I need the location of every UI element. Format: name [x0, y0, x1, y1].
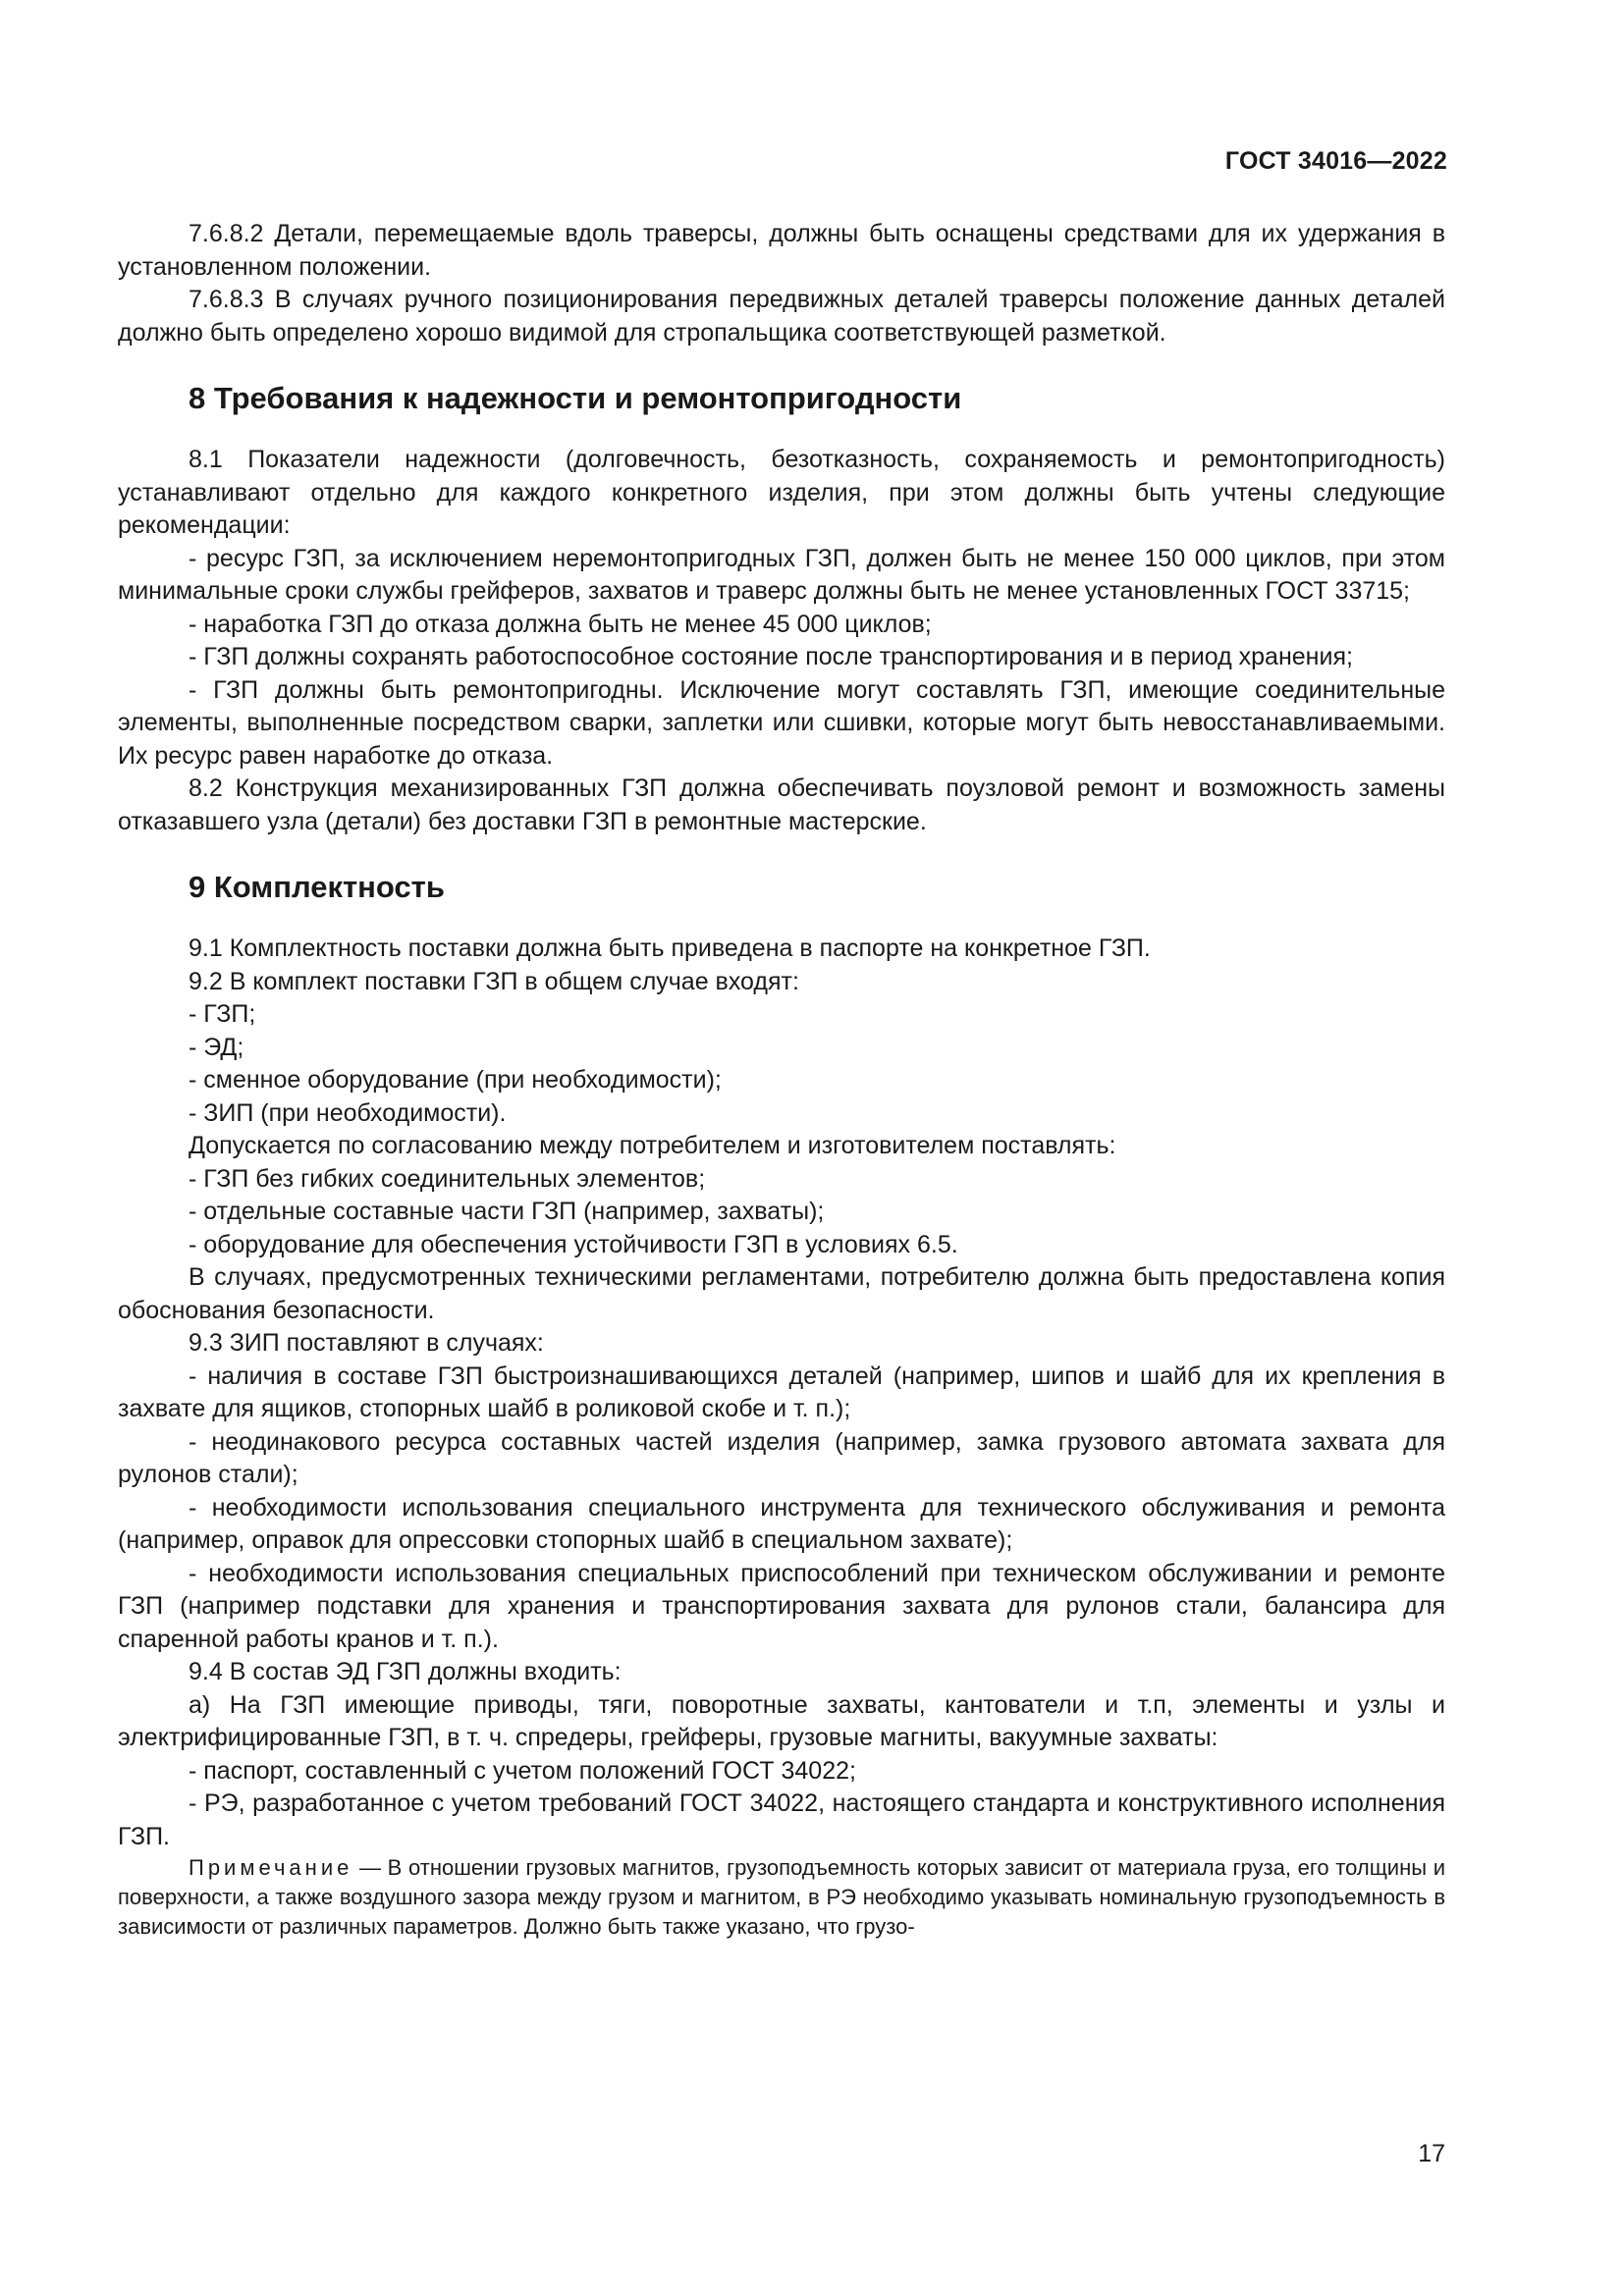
list-item: - неодинакового ресурса составных частей изделия (например, замка грузового автомата захвата для рулонов стали);	[118, 1427, 1445, 1488]
list-item: - ГЗП без гибких соединительных элементов;	[189, 1164, 706, 1193]
paragraph-8-2: 8.2 Конструкция механизированных ГЗП должна обеспечивать поузловой ремонт и возможность замены отказавшего узла (детали) без доставки ГЗП в ремонтные мастерские.	[118, 774, 1445, 835]
paragraph-9-2: 9.2 В комплект поставки ГЗП в общем случае входят:	[189, 967, 799, 995]
paragraph-9-1: 9.1 Комплектность поставки должна быть приведена в паспорте на конкретное ГЗП.	[189, 934, 1151, 962]
list-item: - ресурс ГЗП, за исключением неремонтопригодных ГЗП, должен быть не менее 150 000 циклов, при этом минимальные сроки службы грейферов, захватов и траверс должны быть не менее установленных ГОСТ 33715;	[118, 544, 1445, 605]
list-item: - наработка ГЗП до отказа должна быть не менее 45 000 циклов;	[189, 610, 932, 638]
allowed-intro: Допускается по согласованию между потребителем и изготовителем поставлять:	[189, 1132, 1116, 1159]
paragraph-9-4: 9.4 В состав ЭД ГЗП должны входить:	[189, 1658, 622, 1685]
paragraph-9-3: 9.3 ЗИП поставляют в случаях:	[189, 1329, 544, 1357]
note-paragraph	[118, 1853, 1445, 1942]
list-item: - паспорт, составленный с учетом положений ГОСТ 34022;	[189, 1756, 856, 1785]
list-item: - РЭ, разработанное с учетом требований ГОСТ 34022, настоящего стандарта и конструктивного исполнения ГЗП.	[118, 1789, 1445, 1850]
paragraph-7-6-8-2: 7.6.8.2 Детали, перемещаемые вдоль траверсы, должны быть оснащены средствами для их удержания в установленном положении.	[118, 220, 1445, 281]
list-item: - ЗИП (при необходимости).	[189, 1098, 507, 1127]
paragraph-7-6-8-3: 7.6.8.3 В случаях ручного позиционирования передвижных деталей траверсы положение данных деталей должно быть определено хорошо видимой для стропальщика соответствующей разметкой.	[118, 286, 1445, 347]
list-item: - необходимости использования специальных приспособлений при техническом обслуживании и ремонте ГЗП (например подставки для хранения и транспортирования захвата для рулонов стали, балансира для спаренной работы кранов и т. п.).	[118, 1559, 1445, 1653]
document-header: ГОСТ 34016—2022	[1224, 147, 1447, 175]
list-item: - ГЗП должны сохранять работоспособное состояние после транспортирования и в период хранения;	[189, 643, 1353, 670]
safety-paragraph: В случаях, предусмотренных техническими регламентами, потребителю должна быть предоставлена копия обоснования безопасности.	[118, 1263, 1445, 1324]
list-item: - ГЗП;	[189, 1000, 256, 1028]
page-number: 17	[1418, 2140, 1445, 2167]
paragraph-9-4-a: а) На ГЗП имеющие приводы, тяги, поворотные захваты, кантователи и т.п, элементы и узлы и электрифицированные ГЗП, в т. ч. спредеры, грейферы, грузовые магниты, вакуумные захваты:	[118, 1690, 1445, 1751]
list-item: - ЭД;	[189, 1033, 244, 1061]
paragraph-8-1: 8.1 Показатели надежности (долговечность, безотказность, сохраняемость и ремонтопригодность) устанавливают отдельно для каждого конкретного изделия, при этом должны быть учтены следующие рекомендации:	[118, 446, 1445, 539]
section-9-heading: 9 Комплектность	[189, 870, 445, 904]
note-text: — В отношении грузовых магнитов, грузоподъемность которых зависит от материала груза, его толщины и поверхности, а также воздушного зазора между грузом и магнитом, в РЭ необходимо указывать номинальную грузоподъемность в зависимости от различных параметров. Должно быть также указано, что грузо-	[118, 1855, 1445, 1939]
document-body	[118, 218, 1445, 1942]
list-item: - сменное оборудование (при необходимости);	[189, 1066, 722, 1094]
list-item: - отдельные составные части ГЗП (например, захваты);	[189, 1198, 825, 1225]
list-item: - наличия в составе ГЗП быстроизнашивающихся деталей (например, шипов и шайб для их крепления в захвате для ящиков, стопорных шайб в роликовой скобе и т. п.);	[118, 1362, 1445, 1422]
list-item: - необходимости использования специального инструмента для технического обслуживания и ремонта (например, оправок для опрессовки стопорных шайб в специальном захвате);	[118, 1493, 1445, 1554]
list-item: - оборудование для обеспечения устойчивости ГЗП в условиях 6.5.	[189, 1230, 958, 1258]
list-item: - ГЗП должны быть ремонтопригодны. Исключение могут составлять ГЗП, имеющие соединительные элементы, выполненные посредством сварки, заплетки или сшивки, которые могут быть невосстанавливаемыми. Их ресурс равен наработке до отказа.	[118, 675, 1445, 770]
section-8-heading: 8 Требования к надежности и ремонтопригодности	[189, 381, 962, 415]
note-label: Примечание	[189, 1855, 353, 1880]
